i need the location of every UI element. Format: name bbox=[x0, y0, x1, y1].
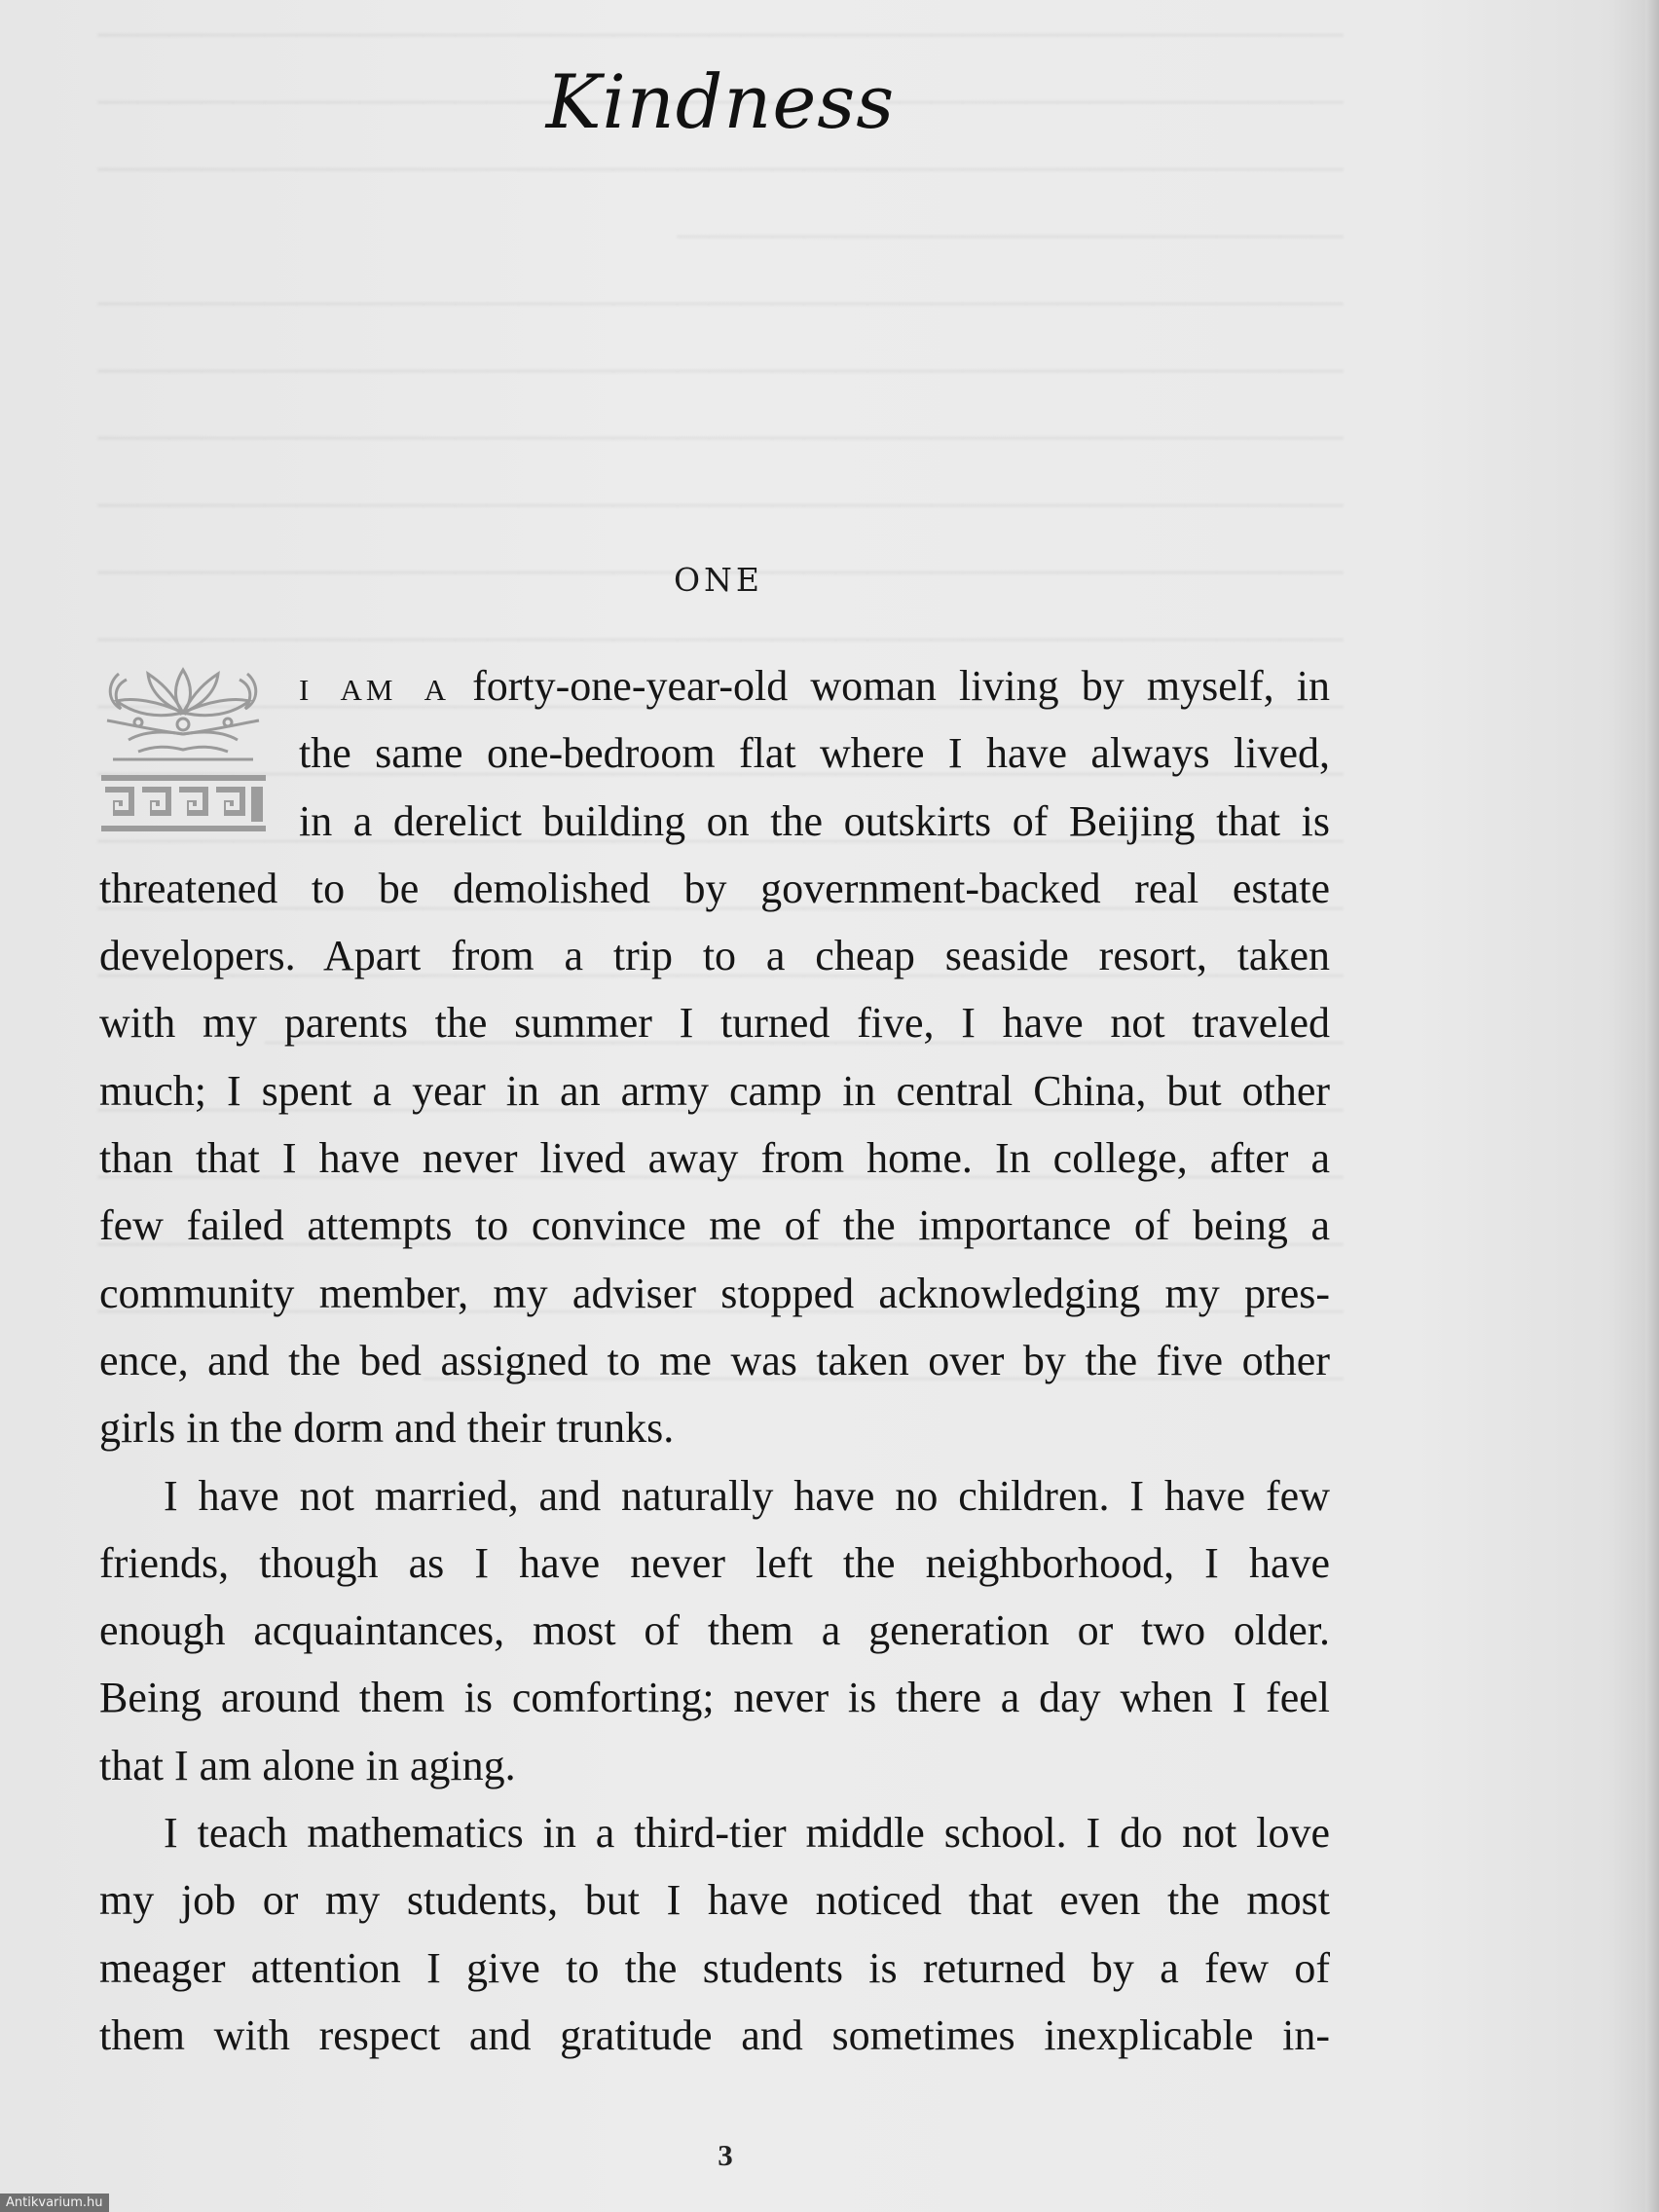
page-number: 3 bbox=[718, 2138, 733, 2172]
text-line: meager attention I give to the students is returned by a few of bbox=[99, 1943, 1330, 1992]
body-text bbox=[99, 652, 1330, 2069]
text-line: ence, and the bed assigned to me was taken over by the five other bbox=[99, 1336, 1330, 1384]
text-line: in a derelict building on the outskirts of Beijing that is bbox=[299, 796, 1330, 845]
page-edge bbox=[1645, 0, 1659, 2212]
text-line: community member, my adviser stopped acknowledging my pres- bbox=[99, 1269, 1330, 1317]
text-line: than that I have never lived away from home. In college, after a bbox=[99, 1134, 1330, 1183]
text-line: girls in the dorm and their trunks. bbox=[99, 1404, 675, 1453]
text-line: the same one-bedroom flat where I have always lived, bbox=[299, 729, 1330, 778]
text-line bbox=[299, 652, 1330, 719]
text-line: them with respect and gratitude and sometimes inexplicable in- bbox=[99, 2010, 1330, 2059]
text-line-rest: forty-one-year-old woman living by myself, in bbox=[450, 662, 1330, 710]
text-line: few failed attempts to convince me of the importance of being a bbox=[99, 1201, 1330, 1250]
paragraph bbox=[99, 1799, 1330, 2069]
text-line: enough acquaintances, most of them a generation or two older. bbox=[99, 1606, 1330, 1655]
text-line: Being around them is comforting; never is there a day when I feel bbox=[99, 1674, 1330, 1722]
text-line: threatened to be demolished by government-backed real estate bbox=[99, 864, 1330, 912]
text-line: my job or my students, but I have noticed that even the most bbox=[99, 1876, 1330, 1925]
text-line: with my parents the summer I turned five, I have not traveled bbox=[99, 999, 1330, 1048]
opening-smallcaps: I AM A bbox=[299, 673, 450, 707]
text-line: developers. Apart from a trip to a cheap seaside resort, taken bbox=[99, 932, 1330, 980]
paragraph bbox=[99, 1462, 1330, 1799]
watermark: Antikvarium.hu bbox=[0, 2194, 109, 2212]
chapter-title: Kindness bbox=[545, 58, 896, 145]
text-line: that I am alone in aging. bbox=[99, 1741, 516, 1789]
section-heading: ONE bbox=[673, 561, 764, 599]
paragraph bbox=[99, 652, 1330, 1462]
text-line: I have not married, and naturally have no children. I have few bbox=[164, 1471, 1330, 1520]
text-line: friends, though as I have never left the neighborhood, I have bbox=[99, 1538, 1330, 1587]
text-line: much; I spent a year in an army camp in central China, but other bbox=[99, 1066, 1330, 1115]
text-line: I teach mathematics in a third-tier middle school. I do not love bbox=[164, 1809, 1330, 1858]
